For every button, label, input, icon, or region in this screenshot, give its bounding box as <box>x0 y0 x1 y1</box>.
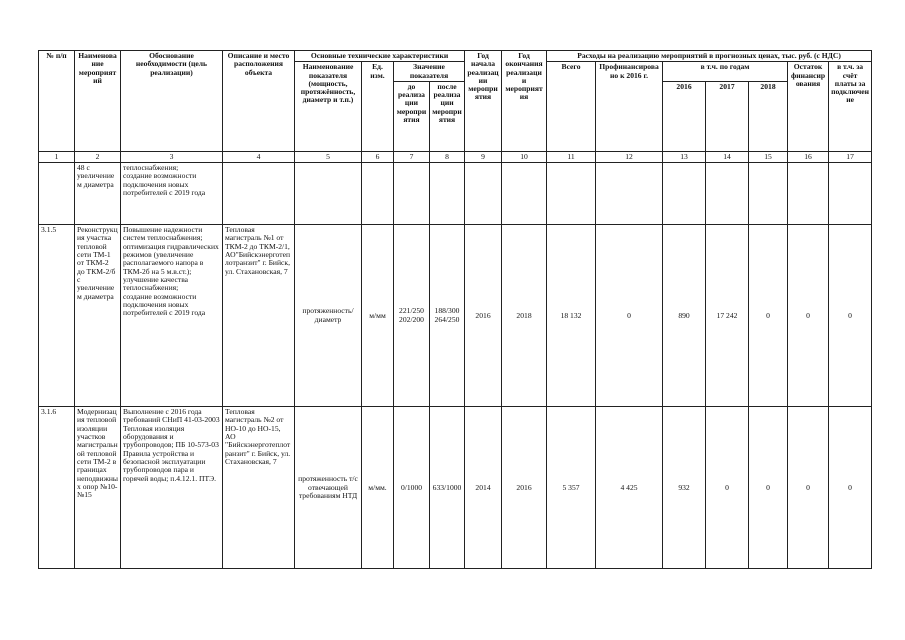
header-by-years: в т.ч. по годам <box>663 62 788 82</box>
row-fee: 0 <box>829 407 872 569</box>
column-number: 13 <box>663 151 706 162</box>
header-tech-characteristics: Основные технические характеристики <box>295 51 465 62</box>
column-number: 2 <box>75 151 121 162</box>
header-incl-fee: в т.ч. за счёт платы за подключение <box>829 62 872 152</box>
header-before: до реализации мероприятия <box>394 81 430 151</box>
row-end <box>502 163 547 225</box>
column-number: 15 <box>749 151 788 162</box>
header-end-year: Год окончания реализации мероприятия <box>502 51 547 152</box>
header-name: Наименование мероприятий <box>75 51 121 152</box>
row-fee: 0 <box>829 225 872 407</box>
column-number: 17 <box>829 151 872 162</box>
row-unit: м/мм <box>362 225 394 407</box>
header-year-2018: 2018 <box>749 81 788 151</box>
column-number: 7 <box>394 151 430 162</box>
row-remain <box>788 163 829 225</box>
column-number: 5 <box>295 151 362 162</box>
header-financed: Профинансировано к 2016 г. <box>596 62 663 152</box>
row-location <box>223 163 295 225</box>
column-numbers-row <box>39 151 872 162</box>
header-no: № п/п <box>39 51 75 152</box>
row-end: 2018 <box>502 225 547 407</box>
header-remain: Остаток финансирования <box>788 62 829 152</box>
row-before: 0/1000 <box>394 407 430 569</box>
row-name: Реконструкция участка тепловой сети ТМ-1 от ТКМ-2 до ТКМ-2/б с увеличением диаметра <box>75 225 121 407</box>
row-after: 633/1000 <box>430 407 465 569</box>
row-name: 48 с увеличением диаметра <box>75 163 121 225</box>
row-2016: 932 <box>663 407 706 569</box>
header-unit: Ед. изм. <box>362 62 394 152</box>
column-number: 16 <box>788 151 829 162</box>
row-total <box>547 163 596 225</box>
header-value: Значение показателя <box>394 62 465 82</box>
column-number: 9 <box>465 151 502 162</box>
row-justification: Выполнение с 2016 года требований СНиП 41-03-2003 Тепловая изоляция оборудования и трубопроводов; ПБ 10-573-03 Правила устройства и безопасной эксплуатации трубопроводов пара и горячей воды; п.4.12.1. ПТЭ. <box>121 407 223 569</box>
table-row <box>39 225 872 407</box>
column-number: 12 <box>596 151 663 162</box>
row-unit: м/мм. <box>362 407 394 569</box>
row-2018: 0 <box>749 225 788 407</box>
row-justification: Повышение надежности систем теплоснабжения; оптимизация гидравлических режимов (увеличение располагаемого напора в ТКМ-2б на 5 м.в.ст.); улучшение качества теплоснабжения; создание возможности подключения новых потребителей с 2019 года <box>121 225 223 407</box>
row-location: Тепловая магистраль №2 от НО-10 до НО-15, АО "Бийскэнерготеплотранзит" г. Бийск, ул. Стахановская, 7 <box>223 407 295 569</box>
row-param <box>295 163 362 225</box>
table-row <box>39 407 872 569</box>
header-year-2017: 2017 <box>706 81 749 151</box>
row-name: Модернизация тепловой изоляции участков магистральной тепловой сети ТМ-2 в границах неподвижных опор №10-№15 <box>75 407 121 569</box>
row-2017 <box>706 163 749 225</box>
column-number: 10 <box>502 151 547 162</box>
column-number: 14 <box>706 151 749 162</box>
row-start: 2016 <box>465 225 502 407</box>
row-after <box>430 163 465 225</box>
row-after: 188/300 264/250 <box>430 225 465 407</box>
investment-program-table <box>38 50 872 569</box>
header-justification: Обоснование необходимости (цель реализации) <box>121 51 223 152</box>
row-location: Тепловая магистраль №1 от ТКМ-2 до ТКМ-2/1, АО"Бийскэнерготеплотранзит" г. Бийск, ул. Стахановская, 7 <box>223 225 295 407</box>
row-param: протяженность т/с отвечающей требованиям НТД <box>295 407 362 569</box>
row-2018 <box>749 163 788 225</box>
column-number: 1 <box>39 151 75 162</box>
row-total: 5 357 <box>547 407 596 569</box>
row-2017: 17 242 <box>706 225 749 407</box>
header-year-2016: 2016 <box>663 81 706 151</box>
row-before: 221/250 202/200 <box>394 225 430 407</box>
row-total: 18 132 <box>547 225 596 407</box>
row-unit <box>362 163 394 225</box>
header-param-name: Наименование показателя (мощность, протяжённость, диаметр и т.п.) <box>295 62 362 152</box>
row-remain: 0 <box>788 225 829 407</box>
table-row <box>39 163 872 225</box>
row-financed: 4 425 <box>596 407 663 569</box>
row-no: 3.1.5 <box>39 225 75 407</box>
row-financed <box>596 163 663 225</box>
column-number: 4 <box>223 151 295 162</box>
header-costs: Расходы на реализацию мероприятий в прогнозных ценах, тыс. руб. (с НДС) <box>547 51 872 62</box>
header-after: после реализации мероприятия <box>430 81 465 151</box>
row-start: 2014 <box>465 407 502 569</box>
row-no <box>39 163 75 225</box>
row-param: протяженность/диаметр <box>295 225 362 407</box>
row-remain: 0 <box>788 407 829 569</box>
header-total: Всего <box>547 62 596 152</box>
header-location: Описание и место расположения объекта <box>223 51 295 152</box>
row-justification: теплоснабжения; создание возможности подключения новых потребителей с 2019 года <box>121 163 223 225</box>
row-start <box>465 163 502 225</box>
row-2016: 890 <box>663 225 706 407</box>
row-before <box>394 163 430 225</box>
row-no: 3.1.6 <box>39 407 75 569</box>
column-number: 3 <box>121 151 223 162</box>
row-2017: 0 <box>706 407 749 569</box>
column-number: 6 <box>362 151 394 162</box>
row-financed: 0 <box>596 225 663 407</box>
row-2016 <box>663 163 706 225</box>
header-start-year: Год начала реализации мероприятия <box>465 51 502 152</box>
column-number: 11 <box>547 151 596 162</box>
column-number: 8 <box>430 151 465 162</box>
row-fee <box>829 163 872 225</box>
row-end: 2016 <box>502 407 547 569</box>
row-2018: 0 <box>749 407 788 569</box>
